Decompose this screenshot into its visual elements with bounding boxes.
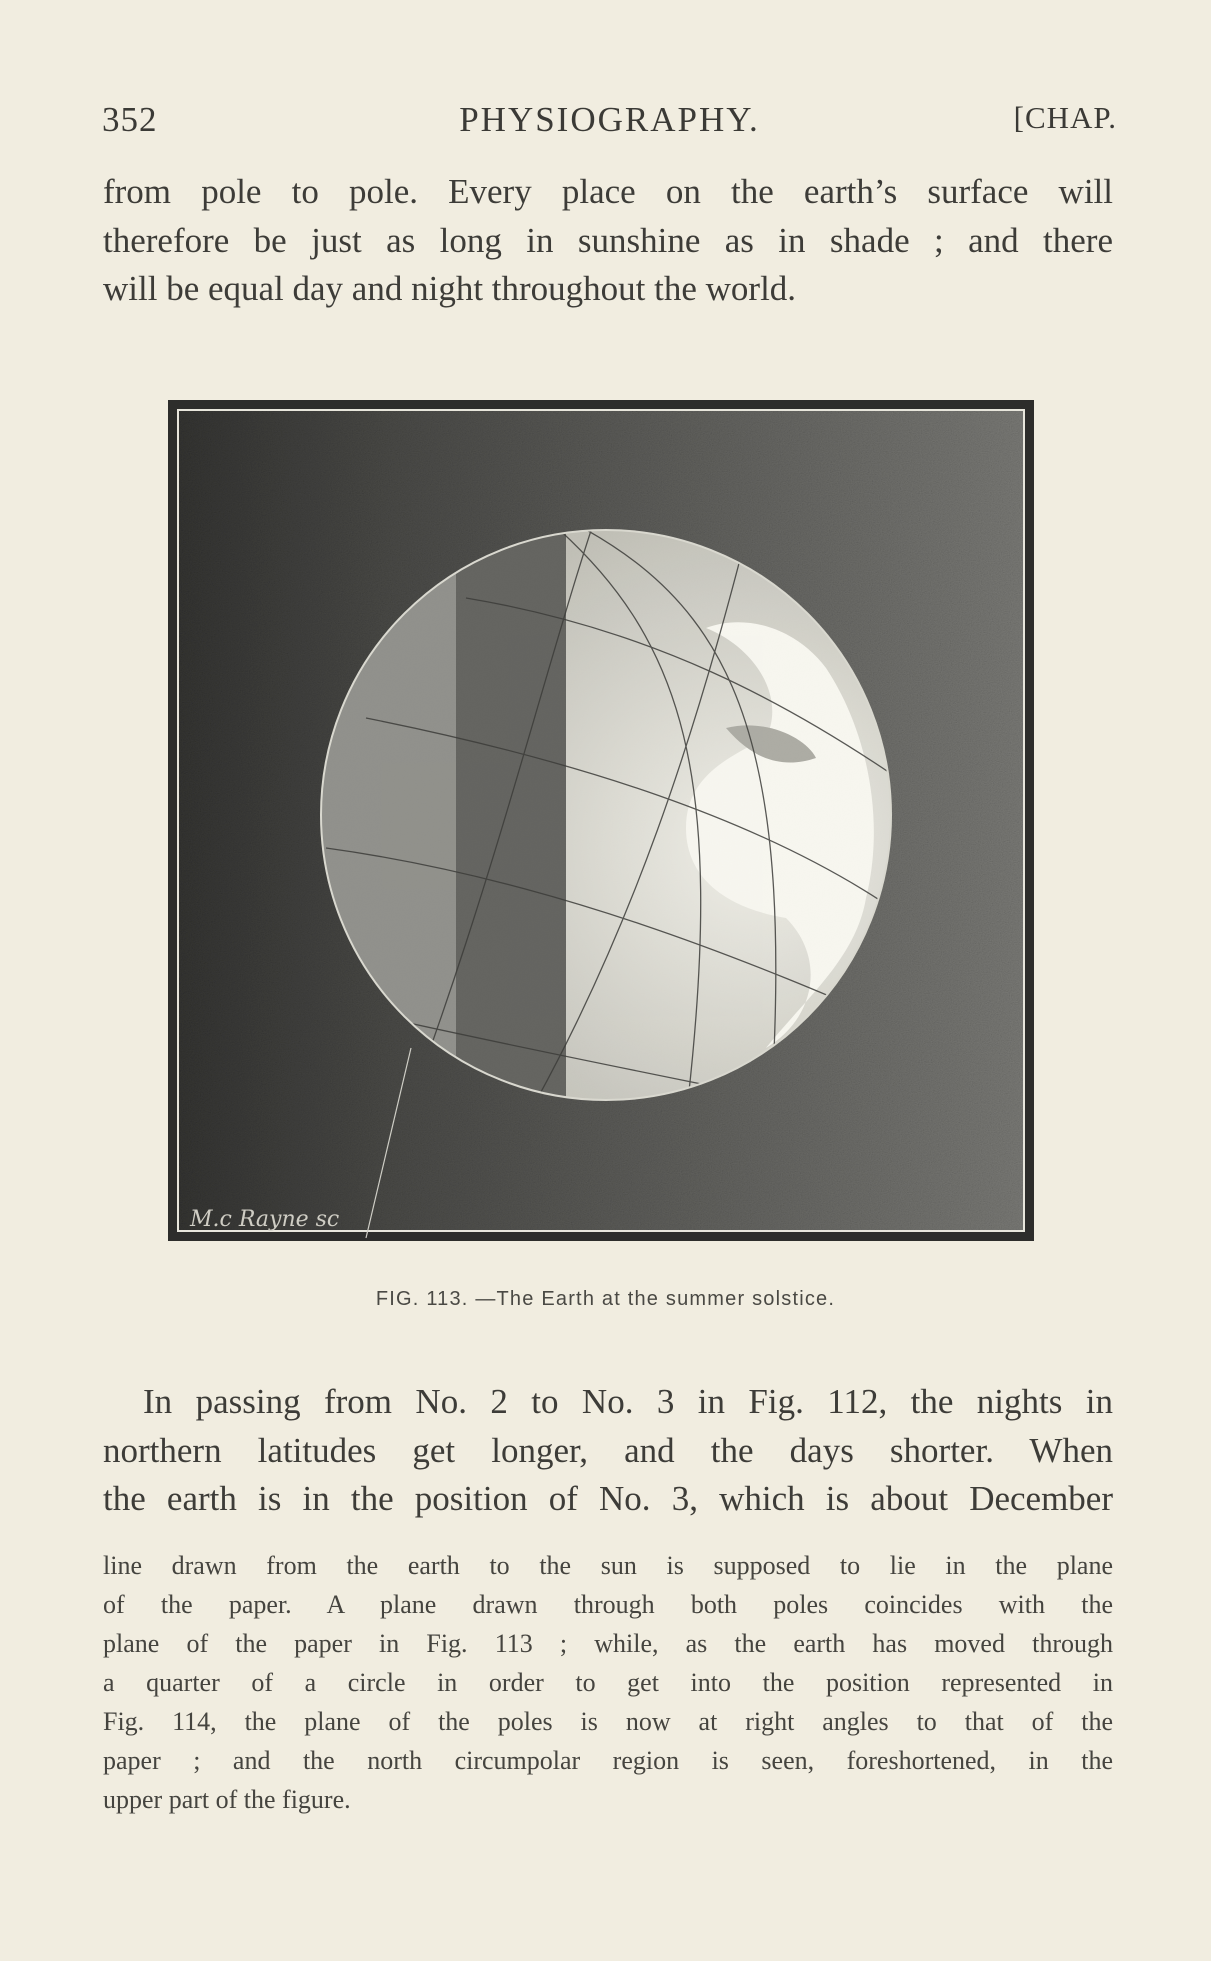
page-number: 352 [102, 100, 158, 139]
engraver-signature: M.c Rayne sc [190, 1207, 340, 1232]
text-line: line drawn from the earth to the sun is supposed to lie in the plane [103, 1551, 1113, 1580]
text-line: In passing from No. 2 to No. 3 in Fig. 112, the nights in [143, 1382, 1113, 1421]
text-line: a quarter of a circle in order to get into the position represented in [103, 1668, 1113, 1697]
text-line: will be equal day and night throughout the world. [103, 269, 797, 308]
paragraph-main [103, 1378, 1113, 1524]
chapter-mark: [CHAP. [1013, 100, 1117, 135]
text-line: plane of the paper in Fig. 113 ; while, as the earth has moved through [103, 1629, 1113, 1658]
text-line: from pole to pole. Every place on the earth’s surface will [103, 172, 1113, 211]
text-line: northern latitudes get longer, and the days shorter. When [103, 1430, 1113, 1470]
text-line: Fig. 114, the plane of the poles is now at right angles to that of the [103, 1707, 1113, 1736]
paragraph-top [103, 168, 1113, 314]
text-line: of the paper. A plane drawn through both poles coincides with the [103, 1590, 1113, 1619]
text-line: upper part of the figure. [103, 1785, 351, 1814]
text-line: therefore be just as long in sunshine as in shade ; and there [103, 220, 1113, 260]
running-title: PHYSIOGRAPHY. [459, 100, 760, 139]
text-line: paper ; and the north circumpolar region is seen, foreshortened, in the [103, 1746, 1113, 1775]
page-header [102, 100, 1117, 150]
figure-caption: FIG. 113. —The Earth at the summer solstice. [375, 1288, 836, 1310]
text-line: the earth is in the position of No. 3, which is about December [103, 1479, 1113, 1518]
paragraph-note [103, 1546, 1113, 1819]
earth-illustration [166, 398, 1036, 1243]
